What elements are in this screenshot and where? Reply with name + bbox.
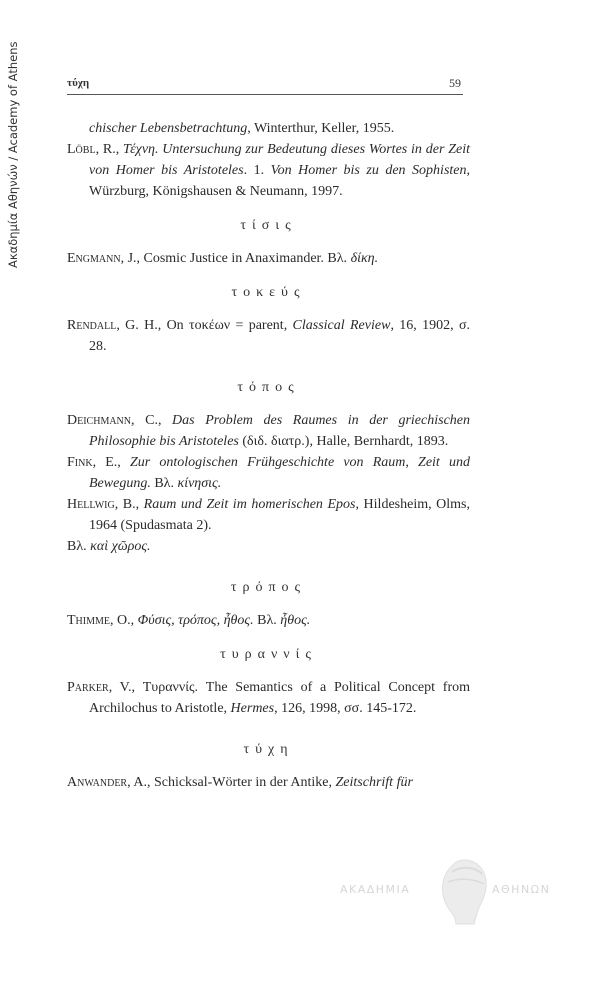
athena-head-icon xyxy=(438,858,490,926)
journal: Classical Review xyxy=(292,318,391,333)
entry-text: , V., Τυραννίς. The Semantics of a Political Concept from Archilochus to Aristotle, xyxy=(89,680,470,716)
author: Rendall xyxy=(67,318,117,333)
publication-info: , Winterthur, Keller, 1955. xyxy=(247,121,395,136)
page-number: 59 xyxy=(449,76,461,90)
see-also: Βλ. xyxy=(67,539,91,554)
title: Φύσις, τρόπος, ἦθος. xyxy=(137,613,254,628)
title: chischer Lebensbetrachtung xyxy=(89,121,248,136)
cross-reference: ἦθος. xyxy=(280,613,311,628)
author-initials: , B., xyxy=(114,497,144,512)
see-also: Βλ. xyxy=(253,613,281,628)
bib-entry xyxy=(67,452,470,494)
section-heading: τύχη xyxy=(243,742,294,757)
bib-entry xyxy=(67,677,470,719)
bib-entry-continued xyxy=(67,118,470,139)
author: Fink xyxy=(67,455,93,470)
author-initials: , C., xyxy=(131,413,173,428)
section-heading: τρόπος xyxy=(230,580,307,595)
cross-reference: δίκη. xyxy=(350,251,379,266)
author-initials: , O., xyxy=(110,613,138,628)
cross-reference: καὶ χῶρος. xyxy=(90,539,151,554)
publication-info: , Würzburg, Königshausen & Neumann, 1997. xyxy=(89,163,470,199)
journal: Zeitschrift für xyxy=(335,775,413,790)
publication-info: (διδ. διατρ.), Halle, Bernhardt, 1893. xyxy=(238,434,449,449)
bibliography xyxy=(67,118,470,793)
cross-reference: κίνησις. xyxy=(177,476,222,491)
academy-logo-watermark xyxy=(340,858,580,928)
bib-entry xyxy=(67,772,470,793)
author: Thimme xyxy=(67,613,110,628)
entry-text: , G. H., On τοκέων = parent, xyxy=(116,318,293,333)
author-initials: , R., xyxy=(95,142,124,157)
title: Τέχνη. Untersuchung zur Bedeutung dieses Wortes in der Zeit von Homer bis Aristoteles xyxy=(89,142,470,178)
publication-info: , Hildesheim, Olms, 1964 (Spudasmata 2). xyxy=(89,497,470,533)
bib-entry xyxy=(67,610,470,631)
entry-text: , J., Cosmic Justice in Anaximander. Βλ. xyxy=(120,251,351,266)
author: Parker xyxy=(67,680,109,695)
author: Löbl xyxy=(67,142,96,157)
author: Engmann xyxy=(67,251,121,266)
subtitle: Von Homer bis zu den Sophisten xyxy=(270,163,467,178)
see-also: Βλ. xyxy=(150,476,178,491)
bib-entry xyxy=(67,410,470,452)
bib-entry xyxy=(67,494,470,536)
author: Anwander xyxy=(67,775,128,790)
publication-info: , 16, 1902, σ. 28. xyxy=(89,318,471,354)
title: Raum und Zeit im homerischen Epos xyxy=(143,497,356,512)
entry-text: , A., Schicksal-Wörter in der Antike, xyxy=(127,775,336,790)
bib-entry xyxy=(67,536,470,557)
author: Deichmann xyxy=(67,413,131,428)
author: Hellwig xyxy=(67,497,115,512)
logo-text-left: ΑΚΑΔΗΜΙΑ xyxy=(340,883,411,896)
section-heading: τυραννίς xyxy=(220,647,317,662)
section-heading: τοκεύς xyxy=(231,285,306,300)
section-heading: τόπος xyxy=(237,380,300,395)
running-title: τύχη xyxy=(67,77,90,89)
side-watermark xyxy=(6,41,26,268)
title: Zur ontologischen Frühgeschichte von Raum, Zeit und Bewegung. xyxy=(89,455,470,491)
page-header xyxy=(67,76,463,95)
volume: . 1. xyxy=(243,163,271,178)
bib-entry xyxy=(67,315,470,357)
journal: Hermes xyxy=(230,701,275,716)
logo-text-right: ΑΘΗΝΩΝ xyxy=(492,883,551,896)
bib-entry xyxy=(67,248,470,269)
side-watermark-text: Ακαδημία Αθηνών / Academy of Athens xyxy=(6,41,20,268)
bib-entry xyxy=(67,139,470,202)
publication-info: , 126, 1998, σσ. 145-172. xyxy=(274,701,417,716)
title: Das Problem des Raumes in der griechischen Philosophie bis Aristoteles xyxy=(89,413,470,449)
author-initials: , E., xyxy=(92,455,130,470)
section-heading: τίσις xyxy=(240,218,297,233)
